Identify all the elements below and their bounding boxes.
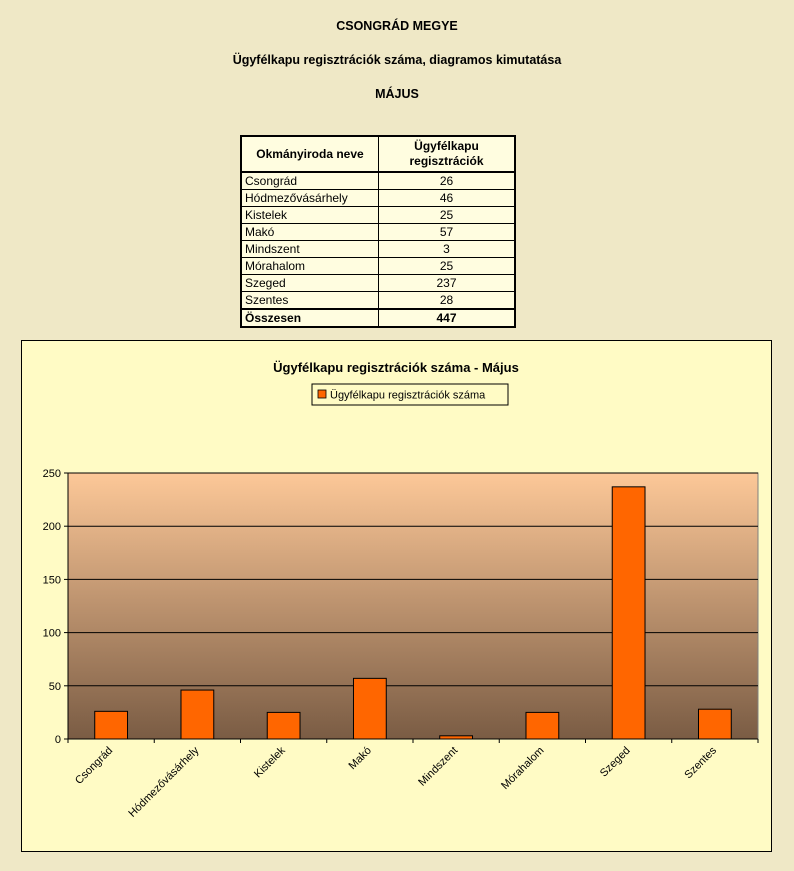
- bar: [698, 709, 731, 739]
- x-tick-label: Csongrád: [73, 744, 116, 787]
- x-tick-label: Mindszent: [416, 744, 461, 789]
- x-tick-label: Szentes: [682, 744, 719, 782]
- office-name: Makó: [241, 224, 379, 241]
- office-name: Mórahalom: [241, 258, 379, 275]
- table-row: [241, 190, 515, 207]
- column-header-line2: regisztrációk: [409, 154, 484, 168]
- bar: [267, 712, 300, 739]
- bar: [440, 736, 473, 739]
- x-tick-label: Mórahalom: [499, 744, 547, 793]
- y-tick-label: 50: [48, 680, 61, 693]
- office-name: Szeged: [241, 275, 379, 292]
- x-tick-label: Kistelek: [252, 744, 288, 781]
- x-tick-label: Makó: [346, 744, 374, 773]
- registration-table: [240, 135, 516, 328]
- table-row: [241, 172, 515, 190]
- y-tick-label: 150: [42, 574, 61, 587]
- office-name: Kistelek: [241, 207, 379, 224]
- chart-title: Ügyfélkapu regisztrációk száma - Május: [273, 360, 519, 375]
- registration-count: 28: [379, 292, 516, 310]
- x-tick-label: Szeged: [597, 744, 633, 780]
- registration-count: 25: [379, 207, 516, 224]
- registration-count: 25: [379, 258, 516, 275]
- bar: [181, 690, 214, 739]
- registration-count: 46: [379, 190, 516, 207]
- table-header-row: [241, 136, 515, 172]
- month-title: MÁJUS: [375, 87, 419, 101]
- column-header-office: Okmányiroda neve: [241, 136, 379, 172]
- legend-swatch: [318, 390, 326, 398]
- county-title: CSONGRÁD MEGYE: [336, 19, 458, 33]
- table-row: [241, 292, 515, 310]
- table-row: [241, 275, 515, 292]
- table-row: [241, 224, 515, 241]
- column-header-line1: Ügyfélkapu: [414, 139, 479, 153]
- chart-area: [21, 340, 772, 852]
- y-tick-label: 250: [42, 468, 61, 480]
- y-tick-label: 0: [54, 734, 61, 746]
- legend-label: Ügyfélkapu regisztrációk száma: [330, 389, 486, 402]
- plot-area: [68, 473, 758, 739]
- column-header-registrations: [379, 136, 516, 172]
- y-tick-label: 100: [42, 627, 61, 640]
- y-tick-label: 200: [42, 521, 61, 534]
- bar-chart: [22, 341, 771, 851]
- table-row: [241, 258, 515, 275]
- table-row: [241, 207, 515, 224]
- office-name: Mindszent: [241, 241, 379, 258]
- registration-count: 3: [379, 241, 516, 258]
- bar: [353, 678, 386, 739]
- office-name: Csongrád: [241, 172, 379, 190]
- registration-count: 57: [379, 224, 516, 241]
- office-name: Hódmezővásárhely: [241, 190, 379, 207]
- bar: [95, 711, 128, 739]
- registration-count: 237: [379, 275, 516, 292]
- bar: [526, 712, 559, 739]
- bar: [612, 487, 645, 739]
- total-label: Összesen: [241, 309, 379, 327]
- registration-count: 26: [379, 172, 516, 190]
- report-subtitle: Ügyfélkapu regisztrációk száma, diagramos kimutatása: [232, 53, 562, 67]
- table-total-row: [241, 309, 515, 327]
- total-value: 447: [379, 309, 516, 327]
- table-row: [241, 241, 515, 258]
- x-tick-label: Hódmezővásárhely: [126, 744, 202, 820]
- office-name: Szentes: [241, 292, 379, 310]
